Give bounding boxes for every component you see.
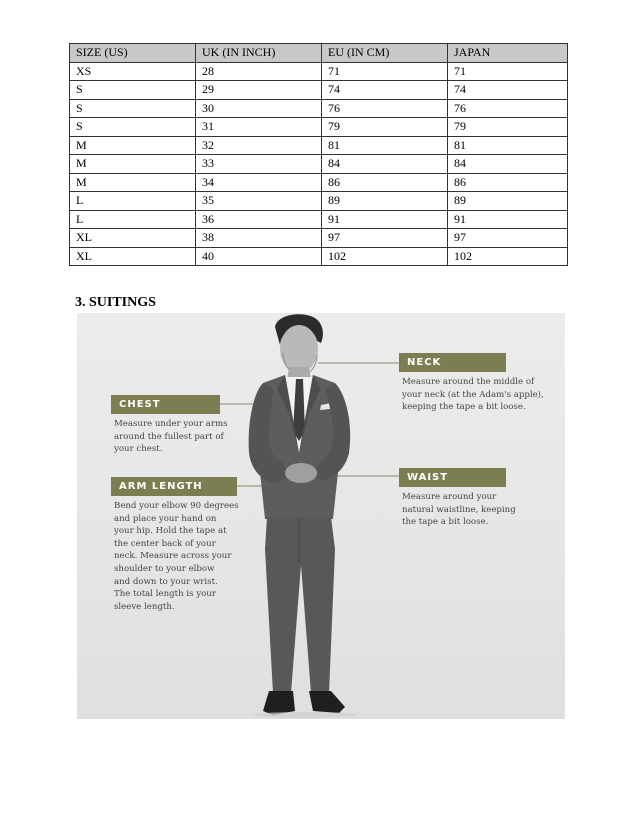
table-cell: 30 xyxy=(196,99,322,118)
table-cell: XS xyxy=(70,62,196,81)
table-cell: 91 xyxy=(448,210,568,229)
arm-length-label: ARM LENGTH xyxy=(111,477,237,496)
table-cell: 28 xyxy=(196,62,322,81)
table-cell: 86 xyxy=(448,173,568,192)
table-cell: 81 xyxy=(322,136,448,155)
table-cell: L xyxy=(70,210,196,229)
table-cell: 71 xyxy=(448,62,568,81)
chest-description: Measure under your arms around the fullest part of your chest. xyxy=(114,419,228,455)
table-cell: M xyxy=(70,155,196,174)
table-cell: 35 xyxy=(196,192,322,211)
table-cell: XL xyxy=(70,229,196,248)
table-cell: 91 xyxy=(322,210,448,229)
column-header: EU (IN CM) xyxy=(322,44,448,63)
table-cell: 97 xyxy=(448,229,568,248)
table-cell: 84 xyxy=(322,155,448,174)
table-cell: 33 xyxy=(196,155,322,174)
table-row xyxy=(70,62,568,81)
table-cell: 74 xyxy=(322,81,448,100)
chest-label: CHEST xyxy=(111,395,220,414)
table-cell: 29 xyxy=(196,81,322,100)
table-row xyxy=(70,118,568,137)
table-cell: 89 xyxy=(448,192,568,211)
waist-description: Measure around your natural waistline, keeping the tape a bit loose. xyxy=(402,492,516,528)
table-row xyxy=(70,136,568,155)
table-cell: 97 xyxy=(322,229,448,248)
table-row xyxy=(70,155,568,174)
table-cell: 86 xyxy=(322,173,448,192)
table-row xyxy=(70,81,568,100)
waist-label: WAIST xyxy=(399,468,506,487)
table-cell: S xyxy=(70,81,196,100)
table-cell: L xyxy=(70,192,196,211)
table-cell: 31 xyxy=(196,118,322,137)
table-row xyxy=(70,173,568,192)
table-cell: XL xyxy=(70,247,196,266)
table-cell: M xyxy=(70,173,196,192)
table-row xyxy=(70,99,568,118)
column-header: UK (IN INCH) xyxy=(196,44,322,63)
table-cell: 102 xyxy=(322,247,448,266)
table-cell: 76 xyxy=(448,99,568,118)
arm-length-description: Bend your elbow 90 degrees and place your hand on your hip. Hold the tape at the center back of your neck. Measure across your shoulder to your elbow and down to your wrist. The total length is your sleeve length. xyxy=(114,501,239,612)
table-row xyxy=(70,210,568,229)
table-cell: 38 xyxy=(196,229,322,248)
table-cell: 76 xyxy=(322,99,448,118)
table-cell: S xyxy=(70,118,196,137)
column-header: SIZE (US) xyxy=(70,44,196,63)
header-row xyxy=(70,44,568,63)
table-cell: 36 xyxy=(196,210,322,229)
table-cell: S xyxy=(70,99,196,118)
table-cell: 71 xyxy=(322,62,448,81)
table-row xyxy=(70,247,568,266)
neck-label: NECK xyxy=(399,353,506,372)
table-cell: 40 xyxy=(196,247,322,266)
table-cell: 74 xyxy=(448,81,568,100)
size-chart-header xyxy=(70,44,568,63)
table-cell: 89 xyxy=(322,192,448,211)
table-row xyxy=(70,192,568,211)
table-cell: 84 xyxy=(448,155,568,174)
table-cell: 34 xyxy=(196,173,322,192)
table-cell: 102 xyxy=(448,247,568,266)
table-cell: M xyxy=(70,136,196,155)
table-cell: 32 xyxy=(196,136,322,155)
table-cell: 79 xyxy=(322,118,448,137)
size-chart-body xyxy=(70,62,568,266)
size-chart-table xyxy=(69,43,568,266)
table-cell: 79 xyxy=(448,118,568,137)
table-cell: 81 xyxy=(448,136,568,155)
table-row xyxy=(70,229,568,248)
neck-description: Measure around the middle of your neck (at the Adam's apple), keeping the tape a bit loose. xyxy=(402,377,544,413)
suit-measurement-guide xyxy=(77,313,565,719)
column-header: JAPAN xyxy=(448,44,568,63)
section-heading: 3. SUITINGS xyxy=(75,295,156,310)
